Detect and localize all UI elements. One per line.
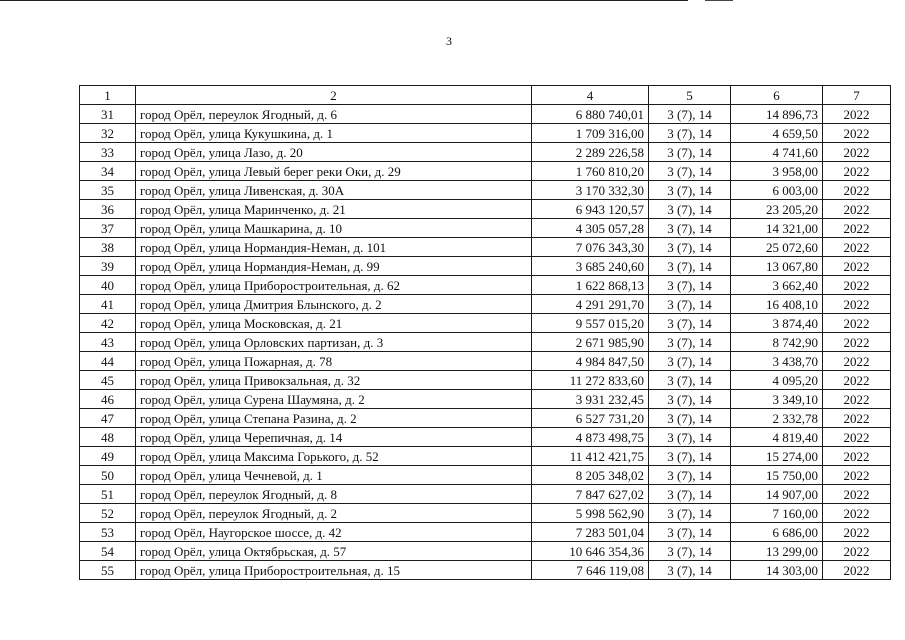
year-cell: 2022 [823,295,891,314]
table-row [80,466,891,485]
area-cell: 15 274,00 [731,447,823,466]
data-table [79,85,891,580]
address-cell: город Орёл, улица Пожарная, д. 78 [136,352,532,371]
row-number-cell: 50 [80,466,136,485]
code-cell: 3 (7), 14 [649,428,731,447]
address-cell: город Орёл, улица Приборостроительная, д. 15 [136,561,532,580]
address-cell: город Орёл, улица Машкарина, д. 10 [136,219,532,238]
address-cell: город Орёл, улица Сурена Шаумяна, д. 2 [136,390,532,409]
code-cell: 3 (7), 14 [649,314,731,333]
code-cell: 3 (7), 14 [649,200,731,219]
area-cell: 3 662,40 [731,276,823,295]
code-cell: 3 (7), 14 [649,523,731,542]
table-row [80,238,891,257]
table-row [80,485,891,504]
table-body [80,105,891,580]
row-number-cell: 49 [80,447,136,466]
area-cell: 14 907,00 [731,485,823,504]
amount-cell: 6 527 731,20 [532,409,649,428]
amount-cell: 10 646 354,36 [532,542,649,561]
address-cell: город Орёл, улица Нормандия-Неман, д. 101 [136,238,532,257]
row-number-cell: 31 [80,105,136,124]
table-row [80,257,891,276]
year-cell: 2022 [823,447,891,466]
row-number-cell: 42 [80,314,136,333]
year-cell: 2022 [823,105,891,124]
address-cell: город Орёл, улица Приборостроительная, д. 62 [136,276,532,295]
year-cell: 2022 [823,333,891,352]
code-cell: 3 (7), 14 [649,561,731,580]
row-number-cell: 37 [80,219,136,238]
area-cell: 14 896,73 [731,105,823,124]
area-cell: 14 303,00 [731,561,823,580]
code-cell: 3 (7), 14 [649,105,731,124]
area-cell: 23 205,20 [731,200,823,219]
row-number-cell: 54 [80,542,136,561]
area-cell: 4 095,20 [731,371,823,390]
area-cell: 6 003,00 [731,181,823,200]
area-cell: 3 874,40 [731,314,823,333]
amount-cell: 4 291 291,70 [532,295,649,314]
year-cell: 2022 [823,371,891,390]
area-cell: 14 321,00 [731,219,823,238]
table-row [80,352,891,371]
row-number-cell: 43 [80,333,136,352]
code-cell: 3 (7), 14 [649,257,731,276]
address-cell: город Орёл, Наугорское шоссе, д. 42 [136,523,532,542]
amount-cell: 11 412 421,75 [532,447,649,466]
row-number-cell: 36 [80,200,136,219]
table-row [80,561,891,580]
row-number-cell: 41 [80,295,136,314]
year-cell: 2022 [823,428,891,447]
top-rule [0,0,688,1]
address-cell: город Орёл, переулок Ягодный, д. 8 [136,485,532,504]
amount-cell: 11 272 833,60 [532,371,649,390]
table-row [80,447,891,466]
amount-cell: 9 557 015,20 [532,314,649,333]
area-cell: 16 408,10 [731,295,823,314]
year-cell: 2022 [823,219,891,238]
row-number-cell: 51 [80,485,136,504]
amount-cell: 7 076 343,30 [532,238,649,257]
table-row [80,276,891,295]
area-cell: 3 349,10 [731,390,823,409]
column-header: 7 [823,86,891,105]
area-cell: 13 067,80 [731,257,823,276]
code-cell: 3 (7), 14 [649,466,731,485]
table-row [80,200,891,219]
address-cell: город Орёл, улица Степана Разина, д. 2 [136,409,532,428]
amount-cell: 4 984 847,50 [532,352,649,371]
row-number-cell: 53 [80,523,136,542]
code-cell: 3 (7), 14 [649,276,731,295]
address-cell: город Орёл, улица Левый берег реки Оки, д. 29 [136,162,532,181]
area-cell: 15 750,00 [731,466,823,485]
address-cell: город Орёл, улица Максима Горького, д. 52 [136,447,532,466]
table-row [80,409,891,428]
area-cell: 6 686,00 [731,523,823,542]
amount-cell: 1 622 868,13 [532,276,649,295]
year-cell: 2022 [823,466,891,485]
code-cell: 3 (7), 14 [649,504,731,523]
amount-cell: 1 709 316,00 [532,124,649,143]
address-cell: город Орёл, улица Нормандия-Неман, д. 99 [136,257,532,276]
address-cell: город Орёл, улица Ливенская, д. 30А [136,181,532,200]
address-cell: город Орёл, улица Лазо, д. 20 [136,143,532,162]
code-cell: 3 (7), 14 [649,124,731,143]
year-cell: 2022 [823,485,891,504]
amount-cell: 1 760 810,20 [532,162,649,181]
code-cell: 3 (7), 14 [649,219,731,238]
table-row [80,181,891,200]
table-row [80,314,891,333]
table-row [80,162,891,181]
code-cell: 3 (7), 14 [649,447,731,466]
row-number-cell: 48 [80,428,136,447]
page-number: 3 [446,34,452,48]
amount-cell: 3 685 240,60 [532,257,649,276]
amount-cell: 6 880 740,01 [532,105,649,124]
amount-cell: 3 170 332,30 [532,181,649,200]
table-row [80,523,891,542]
code-cell: 3 (7), 14 [649,143,731,162]
address-cell: город Орёл, улица Чечневой, д. 1 [136,466,532,485]
year-cell: 2022 [823,314,891,333]
code-cell: 3 (7), 14 [649,485,731,504]
row-number-cell: 40 [80,276,136,295]
amount-cell: 4 305 057,28 [532,219,649,238]
amount-cell: 7 283 501,04 [532,523,649,542]
column-header: 2 [136,86,532,105]
code-cell: 3 (7), 14 [649,352,731,371]
row-number-cell: 32 [80,124,136,143]
address-cell: город Орёл, улица Орловских партизан, д. 3 [136,333,532,352]
year-cell: 2022 [823,276,891,295]
column-header: 6 [731,86,823,105]
row-number-cell: 52 [80,504,136,523]
area-cell: 2 332,78 [731,409,823,428]
code-cell: 3 (7), 14 [649,162,731,181]
year-cell: 2022 [823,124,891,143]
year-cell: 2022 [823,238,891,257]
column-header: 5 [649,86,731,105]
year-cell: 2022 [823,143,891,162]
year-cell: 2022 [823,162,891,181]
table-row [80,143,891,162]
table-header-row [80,86,891,105]
year-cell: 2022 [823,257,891,276]
amount-cell: 2 671 985,90 [532,333,649,352]
table-row [80,390,891,409]
year-cell: 2022 [823,409,891,428]
amount-cell: 6 943 120,57 [532,200,649,219]
table-row [80,124,891,143]
address-cell: город Орёл, улица Черепичная, д. 14 [136,428,532,447]
row-number-cell: 33 [80,143,136,162]
row-number-cell: 55 [80,561,136,580]
code-cell: 3 (7), 14 [649,238,731,257]
column-header: 4 [532,86,649,105]
row-number-cell: 34 [80,162,136,181]
row-number-cell: 45 [80,371,136,390]
table-row [80,504,891,523]
amount-cell: 8 205 348,02 [532,466,649,485]
area-cell: 4 659,50 [731,124,823,143]
address-cell: город Орёл, улица Дмитрия Блынского, д. 2 [136,295,532,314]
year-cell: 2022 [823,542,891,561]
area-cell: 4 819,40 [731,428,823,447]
year-cell: 2022 [823,181,891,200]
address-cell: город Орёл, переулок Ягодный, д. 2 [136,504,532,523]
table-row [80,295,891,314]
area-cell: 7 160,00 [731,504,823,523]
year-cell: 2022 [823,504,891,523]
address-cell: город Орёл, улица Октябрьская, д. 57 [136,542,532,561]
table-row [80,219,891,238]
column-header: 1 [80,86,136,105]
amount-cell: 5 998 562,90 [532,504,649,523]
code-cell: 3 (7), 14 [649,295,731,314]
row-number-cell: 35 [80,181,136,200]
code-cell: 3 (7), 14 [649,542,731,561]
table-row [80,428,891,447]
row-number-cell: 38 [80,238,136,257]
area-cell: 4 741,60 [731,143,823,162]
area-cell: 3 438,70 [731,352,823,371]
table-row [80,333,891,352]
address-cell: город Орёл, улица Маринченко, д. 21 [136,200,532,219]
amount-cell: 7 847 627,02 [532,485,649,504]
area-cell: 8 742,90 [731,333,823,352]
code-cell: 3 (7), 14 [649,409,731,428]
amount-cell: 2 289 226,58 [532,143,649,162]
area-cell: 25 072,60 [731,238,823,257]
year-cell: 2022 [823,352,891,371]
amount-cell: 7 646 119,08 [532,561,649,580]
address-cell: город Орёл, переулок Ягодный, д. 6 [136,105,532,124]
year-cell: 2022 [823,523,891,542]
code-cell: 3 (7), 14 [649,371,731,390]
top-rule-fragment [705,0,733,1]
table-row [80,542,891,561]
amount-cell: 4 873 498,75 [532,428,649,447]
row-number-cell: 44 [80,352,136,371]
code-cell: 3 (7), 14 [649,181,731,200]
row-number-cell: 39 [80,257,136,276]
address-cell: город Орёл, улица Кукушкина, д. 1 [136,124,532,143]
table-row [80,105,891,124]
address-cell: город Орёл, улица Московская, д. 21 [136,314,532,333]
address-cell: город Орёл, улица Привокзальная, д. 32 [136,371,532,390]
table-row [80,371,891,390]
row-number-cell: 47 [80,409,136,428]
year-cell: 2022 [823,390,891,409]
year-cell: 2022 [823,200,891,219]
area-cell: 3 958,00 [731,162,823,181]
amount-cell: 3 931 232,45 [532,390,649,409]
code-cell: 3 (7), 14 [649,390,731,409]
year-cell: 2022 [823,561,891,580]
area-cell: 13 299,00 [731,542,823,561]
code-cell: 3 (7), 14 [649,333,731,352]
row-number-cell: 46 [80,390,136,409]
